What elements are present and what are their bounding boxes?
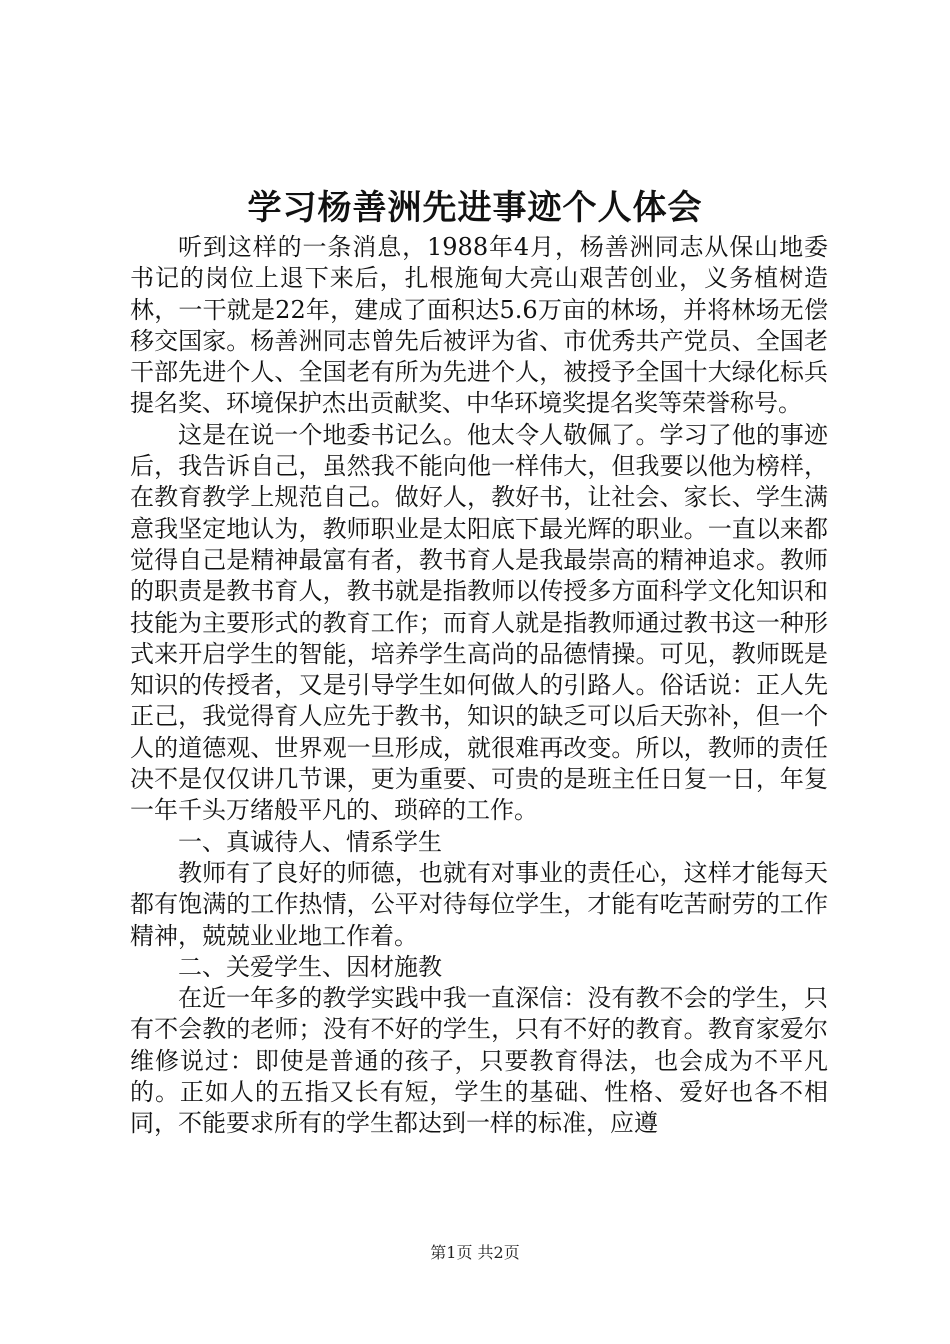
section-text-1: 教师有了良好的师德，也就有对事业的责任心，这样才能每天都有饱满的工作热情，公平对待每位学生，才能有吃苦耐劳的工作精神，兢兢业业地工作着。 [130,858,828,950]
paragraph-intro: 听到这样的一条消息，1988年4月，杨善洲同志从保山地委书记的岗位上退下来后，扎根施甸大亮山艰苦创业，义务植树造林，一干就是22年，建成了面积达5.6万亩的林场，并将林场无偿移交国家。杨善洲同志曾先后被评为省、市优秀共产党员、全国老干部先进个人、全国老有所为先进个人，被授予全国十大绿化标兵提名奖、环境保护杰出贡献奖、中华环境奖提名奖等荣誉称号。 [130,233,828,418]
section-heading-2: 二、关爱学生、因材施教 [178,952,442,981]
paragraph-reflection: 这是在说一个地委书记么。他太令人敬佩了。学习了他的事迹后，我告诉自己，虽然我不能向他一样伟大，但我要以他为榜样，在教育教学上规范自己。做好人，教好书，让社会、家长、学生满意我坚定地认为，教师职业是太阳底下最光辉的职业。一直以来都觉得自己是精神最富有者，教书育人是我最崇高的精神追求。教师的职责是教书育人，教书就是指教师以传授多方面科学文化知识和技能为主要形式的教育工作；而育人就是指教师通过教书这一种形式来开启学生的智能，培养学生高尚的品德情操。可见，教师既是知识的传授者，又是引导学生如何做人的引路人。俗话说：正人先正己，我觉得育人应先于教书，知识的缺乏可以后天弥补，但一个人的道德观、世界观一旦形成，就很难再改变。所以，教师的责任决不是仅仅讲几节课，更为重要、可贵的是班主任日复一日，年复一年千头万绪般平凡的、琐碎的工作。 [130,420,828,825]
document-body [130,232,828,1140]
section-heading-1: 一、真诚待人、情系学生 [178,827,442,856]
document-title: 学习杨善洲先进事迹个人体会 [247,188,703,228]
page-footer: 第1页 共2页 [430,1243,520,1262]
section-text-2: 在近一年多的教学实践中我一直深信：没有教不会的学生，只有不会教的老师；没有不好的学生，只有不好的教育。教育家爱尔维修说过：即使是普通的孩子，只要教育得法，也会成为不平凡的。正如人的五指又长有短，学生的基础、性格、爱好也各不相同，不能要求所有的学生都达到一样的标准，应遵 [130,984,828,1138]
